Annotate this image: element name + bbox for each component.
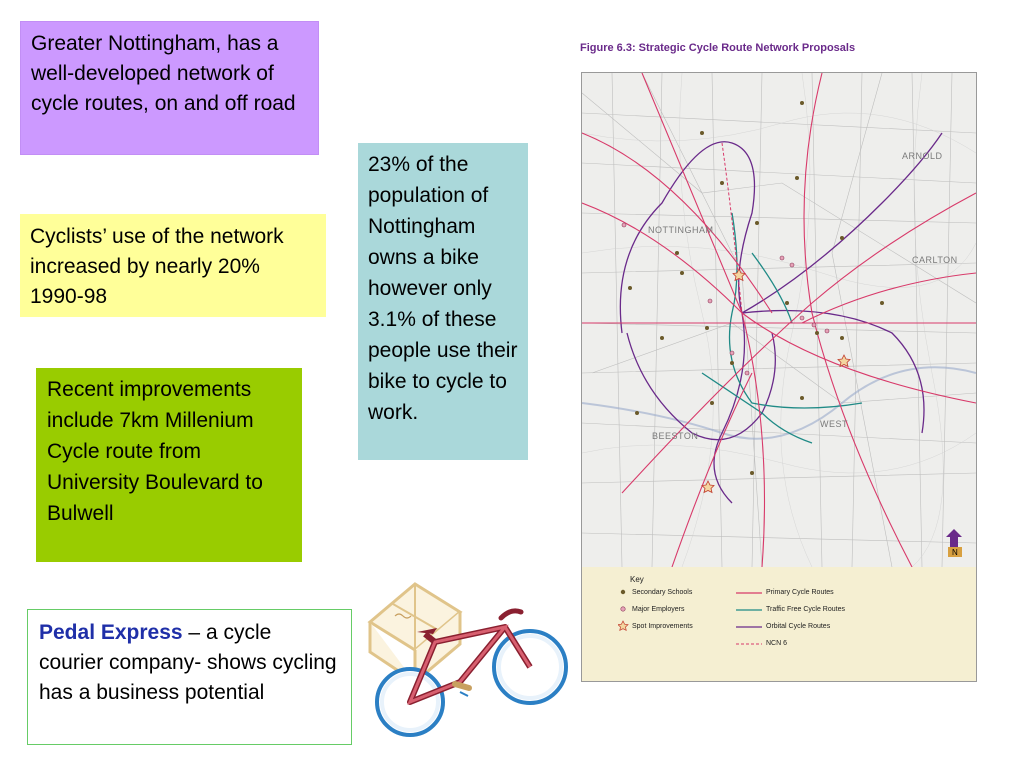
pedal-express-text: – a cycle courier company- shows cycling has a business potential bbox=[39, 621, 337, 704]
map-label-arnold: ARNOLD bbox=[902, 151, 943, 161]
map-figure-title: Figure 6.3: Strategic Cycle Route Network Proposals bbox=[580, 42, 856, 54]
map-label-nottingham: NOTTINGHAM bbox=[648, 225, 714, 235]
bike-ownership-box bbox=[358, 143, 528, 460]
key-primary-routes: Primary Cycle Routes bbox=[766, 589, 834, 596]
map-label-carlton: CARLTON bbox=[912, 255, 958, 265]
key-ncn: NCN 6 bbox=[766, 640, 788, 647]
usage-increase-text: Cyclists’ use of the network increased by nearly 20% 1990-98 bbox=[30, 225, 284, 308]
key-heading: Key bbox=[630, 575, 644, 584]
network-info-box bbox=[20, 21, 319, 155]
key-major-employers: Major Employers bbox=[632, 606, 685, 613]
map-graphic bbox=[582, 73, 976, 567]
north-label: N bbox=[952, 548, 958, 557]
cycle-route-map bbox=[581, 72, 977, 682]
key-spot-improvements: Spot Improvements bbox=[632, 623, 693, 630]
usage-increase-box bbox=[20, 214, 326, 317]
network-info-text: Greater Nottingham, has a well-developed network of cycle routes, on and off road bbox=[31, 32, 296, 115]
improvements-text: Recent improvements include 7km Millenium Cycle route from University Boulevard to Bulwell bbox=[47, 378, 263, 525]
pedal-express-box bbox=[27, 609, 352, 745]
bike-ownership-text: 23% of the population of Nottingham owns a bike however only 3.1% of these people use their bike to cycle to work. bbox=[368, 153, 518, 424]
map-label-beeston: BEESTON bbox=[652, 431, 699, 441]
improvements-box bbox=[36, 368, 302, 562]
key-orbital-routes: Orbital Cycle Routes bbox=[766, 623, 831, 630]
bicycle-courier-icon bbox=[365, 572, 575, 742]
key-traffic-free-routes: Traffic Free Cycle Routes bbox=[766, 606, 845, 613]
map-label-west: WEST bbox=[820, 419, 848, 429]
key-symbols bbox=[618, 587, 630, 637]
key-route-lines bbox=[736, 587, 764, 667]
map-key bbox=[582, 567, 976, 681]
key-secondary-schools: Secondary Schools bbox=[632, 589, 693, 596]
pedal-express-title: Pedal Express bbox=[39, 621, 183, 644]
